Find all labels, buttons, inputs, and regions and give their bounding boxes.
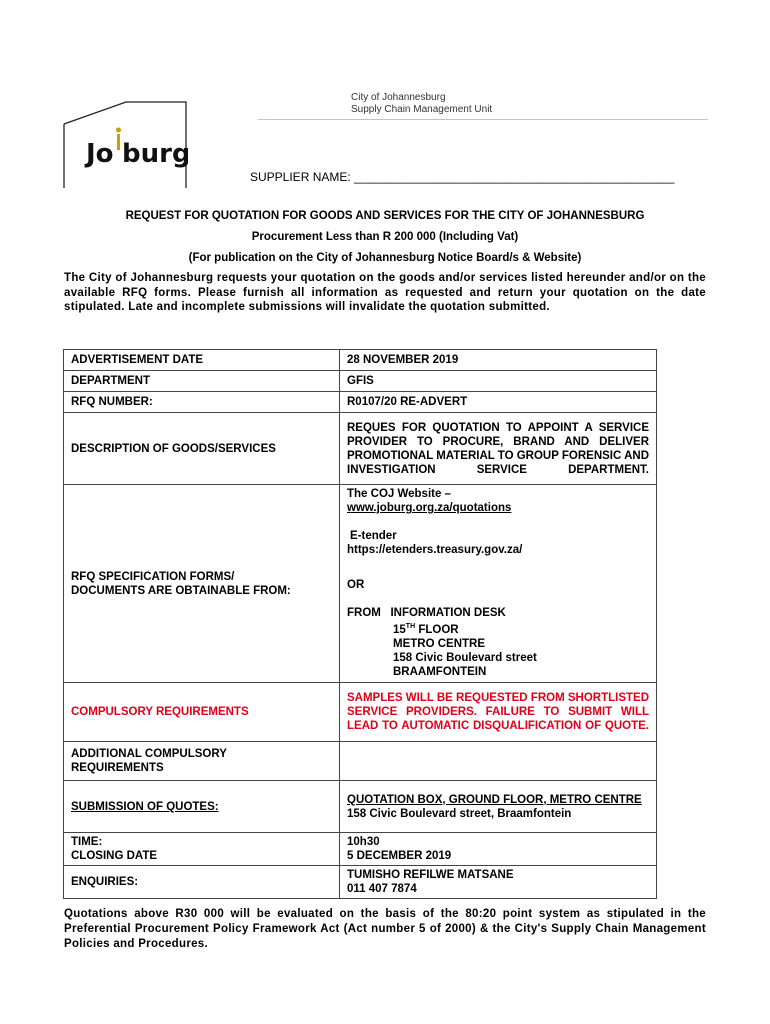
enquiries-label: ENQUIRIES: [64, 866, 340, 899]
advertisement-date-label: ADVERTISEMENT DATE [64, 350, 340, 371]
joburg-logo [62, 96, 188, 190]
metro-centre-line: METRO CENTRE [393, 637, 485, 650]
or-label: OR [347, 579, 365, 591]
description-value: REQUES FOR QUOTATION TO APPOINT A SERVICE PROVIDER TO PROCURE, BRAND AND DELIVER PROMOTIONAL MATERIAL TO GROUP FORENSIC AND INVESTIGATION SERVICE DEPARTMENT. [340, 413, 657, 485]
coj-website-link[interactable]: www.joburg.org.za/quotations [347, 502, 512, 514]
intro-paragraph: The City of Johannesburg requests your quotation on the goods and/or services listed hereunder and/or on the available RFQ forms. Please furnish all information as requested and return your quotation on the date stipulated. Late and incomplete submissions will invalidate the quotation submitted. [64, 272, 706, 313]
time-closing-label [64, 833, 340, 866]
procurement-subtitle: Procurement Less than R 200 000 (Including Vat) [251, 231, 519, 243]
spec-label-line1: RFQ SPECIFICATION FORMS/ [71, 570, 235, 583]
department-label: DEPARTMENT [64, 371, 340, 392]
enquiries-phone: 011 407 7874 [347, 883, 417, 895]
etender-link[interactable]: https://etenders.treasury.gov.za/ [347, 544, 523, 556]
compulsory-requirements-value: SAMPLES WILL BE REQUESTED FROM SHORTLISTED SERVICE PROVIDERS. FAILURE TO SUBMIT WILL LEAD TO AUTOMATIC DISQUALIFICATION OF QUOTE. [340, 683, 657, 742]
submission-value [340, 781, 657, 833]
time-label: TIME: [71, 836, 103, 848]
department-value: GFIS [340, 371, 657, 392]
enquiries-name: TUMISHO REFILWE MATSANE [347, 869, 514, 881]
additional-label-line1: ADDITIONAL COMPULSORY [71, 748, 227, 760]
svg-text:burg: burg [122, 139, 188, 169]
document-title: REQUEST FOR QUOTATION FOR GOODS AND SERVICES FOR THE CITY OF JOHANNESBURG [125, 210, 645, 222]
svg-text:Jo: Jo [86, 139, 114, 169]
supplier-name-field: SUPPLIER NAME: ________________________________________________ [250, 170, 675, 184]
advertisement-date-value: 28 NOVEMBER 2019 [340, 350, 657, 371]
rfq-info-table [63, 349, 657, 899]
street-line: 158 Civic Boulevard street [393, 651, 537, 664]
closing-date-value: 5 DECEMBER 2019 [347, 850, 452, 862]
rfq-number-value: R0107/20 RE-ADVERT [340, 392, 657, 413]
rfq-number-label: RFQ NUMBER: [64, 392, 340, 413]
floor-suffix: TH [405, 623, 416, 630]
spec-forms-value [340, 485, 657, 683]
submission-label: SUBMISSION OF QUOTES: [64, 781, 340, 833]
description-label: DESCRIPTION OF GOODS/SERVICES [64, 413, 340, 485]
floor-text: FLOOR [415, 623, 459, 636]
evaluation-note: Quotations above R30 000 will be evaluated on the basis of the 80:20 point system as stipulated in the Preferential Procurement Policy Framework Act (Act number 5 of 2000) & the City's Supply Chain Management Policies and Procedures. [64, 908, 706, 950]
closing-date-label: CLOSING DATE [71, 850, 158, 862]
floor-number: 15 [393, 623, 406, 636]
enquiries-value [340, 866, 657, 899]
submission-address: 158 Civic Boulevard street, Braamfontein [347, 807, 572, 820]
table-row [64, 350, 657, 371]
table-row [64, 371, 657, 392]
braamfontein-line: BRAAMFONTEIN [393, 665, 487, 678]
submission-location: QUOTATION BOX, GROUND FLOOR, METRO CENTRE [347, 793, 642, 806]
publication-note: (For publication on the City of Johannesburg Notice Board/s & Website) [188, 252, 582, 264]
table-row [64, 485, 657, 683]
additional-label-line2: REQUIREMENTS [71, 762, 164, 774]
spec-forms-label [64, 485, 340, 683]
table-row [64, 866, 657, 899]
table-row [64, 781, 657, 833]
additional-requirements-label [64, 742, 340, 781]
header-divider [258, 119, 708, 120]
floor-line [347, 620, 649, 637]
coj-website-label: The COJ Website – [347, 488, 451, 500]
additional-requirements-value [340, 742, 657, 781]
table-row [64, 683, 657, 742]
table-row [64, 392, 657, 413]
compulsory-requirements-label: COMPULSORY REQUIREMENTS [64, 683, 340, 742]
time-closing-value [340, 833, 657, 866]
etender-label: E-tender [350, 530, 397, 542]
info-desk-line: FROM INFORMATION DESK [347, 607, 506, 619]
time-value: 10h30 [347, 836, 380, 848]
table-row [64, 742, 657, 781]
org-name: City of Johannesburg [351, 92, 446, 103]
org-unit: Supply Chain Management Unit [351, 104, 493, 115]
table-row [64, 833, 657, 866]
spec-label-line2: DOCUMENTS ARE OBTAINABLE FROM: [71, 584, 291, 597]
table-row [64, 413, 657, 485]
